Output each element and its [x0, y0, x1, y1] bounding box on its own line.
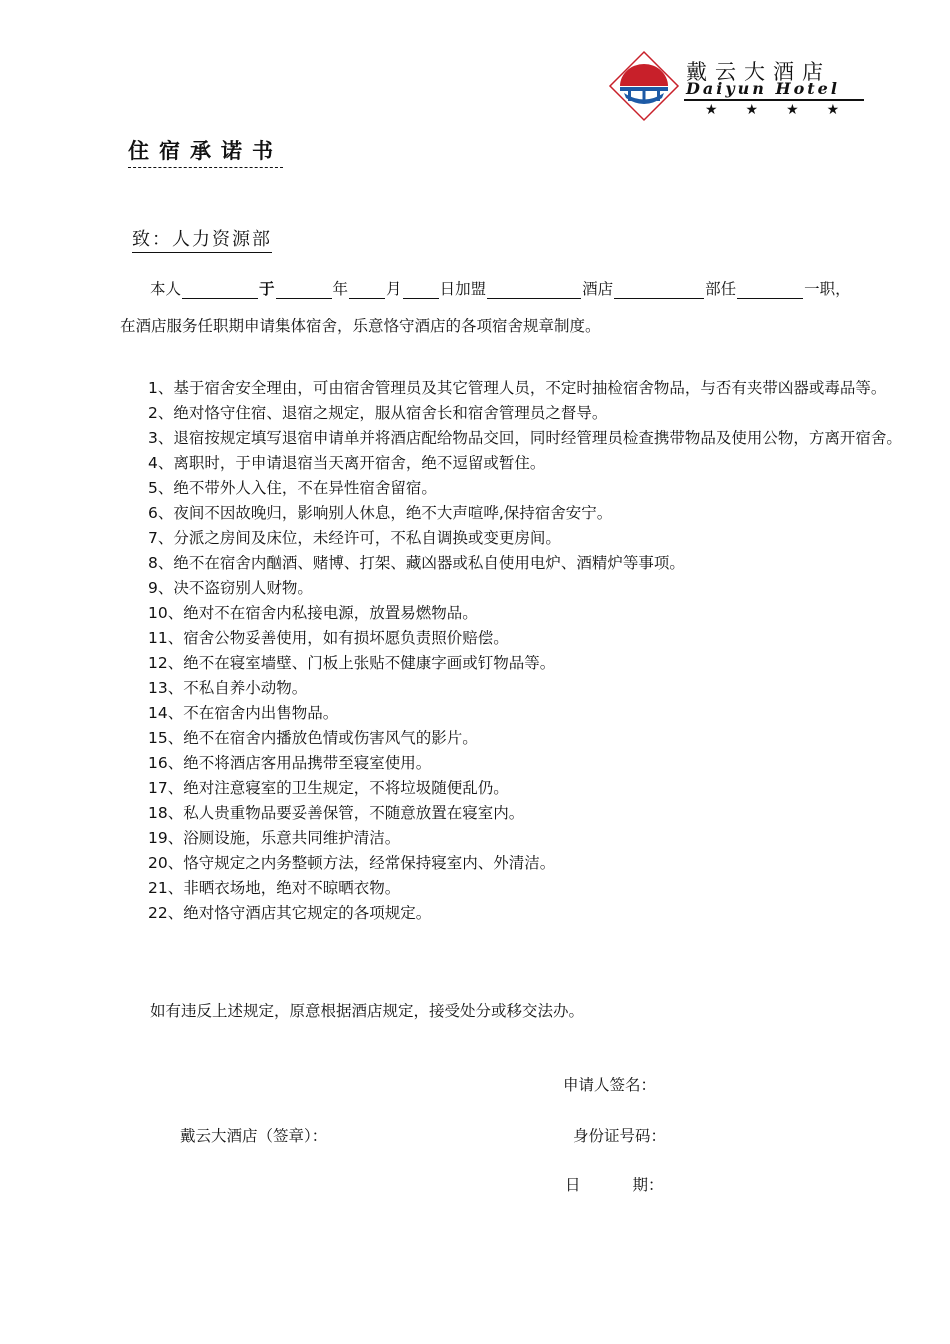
rule-text: 绝不在宿舍内播放色情或伤害风气的影片。	[183, 729, 478, 747]
rule-number: 11、	[148, 629, 184, 647]
rule-text: 基于宿舍安全理由，可由宿舍管理员及其它管理人员，不定时抽检宿舍物品，与否有夹带凶器或毒品等。	[173, 379, 887, 397]
intro-text: 在酒店服务任职期申请集体宿舍，乐意恪守酒店的各项宿舍规章制度。	[120, 317, 601, 335]
date-label-a: 日	[565, 1176, 581, 1194]
addressee: 致：人力资源部	[132, 225, 272, 253]
rule-text: 夜间不因故晚归，影响别人休息，绝不大声喧哗,保持宿舍安宁。	[173, 504, 613, 522]
rule-item	[148, 876, 908, 901]
rule-number: 20、	[148, 854, 184, 872]
rule-number: 10、	[148, 604, 184, 622]
fill-text-4: 月	[386, 280, 402, 298]
rule-item	[148, 776, 908, 801]
rule-item	[148, 676, 908, 701]
rule-item	[148, 826, 908, 851]
rule-number: 22、	[148, 904, 184, 922]
rule-text: 绝不将酒店客用品携带至寝室使用。	[183, 754, 432, 772]
rule-item	[148, 576, 908, 601]
rule-number: 3、	[148, 429, 174, 447]
document-title: 住宿承诺书	[128, 135, 283, 168]
rule-number: 9、	[148, 579, 174, 597]
rule-text: 绝对恪守住宿、退宿之规定，服从宿舍长和宿舍管理员之督导。	[173, 404, 608, 422]
rule-number: 17、	[148, 779, 184, 797]
rule-item	[148, 726, 908, 751]
rule-text: 绝对恪守酒店其它规定的各项规定。	[183, 904, 432, 922]
hotel-blank[interactable]	[487, 282, 581, 299]
rule-item	[148, 751, 908, 776]
rule-text: 宿舍公物妥善使用，如有损坏愿负责照价赔偿。	[183, 629, 509, 647]
fill-in-line	[150, 277, 851, 299]
rule-text: 分派之房间及床位，未经许可，不私自调换或变更房间。	[173, 529, 561, 547]
rule-text: 绝对注意寝室的卫生规定，不将垃圾随便乱仍。	[183, 779, 509, 797]
rule-item	[148, 451, 908, 476]
rule-number: 12、	[148, 654, 184, 672]
rule-item	[148, 601, 908, 626]
rule-item	[148, 526, 908, 551]
hotel-name-en: Daiyun Hotel	[686, 79, 840, 98]
rule-item	[148, 851, 908, 876]
month-blank[interactable]	[349, 282, 385, 299]
rule-number: 8、	[148, 554, 174, 572]
rule-item	[148, 701, 908, 726]
rule-number: 19、	[148, 829, 184, 847]
rule-item	[148, 801, 908, 826]
rule-number: 21、	[148, 879, 184, 897]
rule-text: 绝不带外人入住，不在异性宿舍留宿。	[173, 479, 437, 497]
rule-number: 16、	[148, 754, 184, 772]
rule-item	[148, 401, 908, 426]
rule-text: 绝不在寝室墙壁、门板上张贴不健康字画或钉物品等。	[183, 654, 556, 672]
rule-text: 决不盗窃别人财物。	[173, 579, 313, 597]
rule-item	[148, 901, 908, 926]
rule-item	[148, 551, 908, 576]
rule-text: 私人贵重物品要妥善保管，不随意放置在寝室内。	[183, 804, 525, 822]
rule-item	[148, 426, 908, 451]
rule-text: 不私自养小动物。	[183, 679, 308, 697]
rule-text: 离职时，于申请退宿当天离开宿舍，绝不逗留或暂住。	[173, 454, 546, 472]
rule-number: 7、	[148, 529, 174, 547]
department-blank[interactable]	[614, 282, 704, 299]
rule-number: 2、	[148, 404, 174, 422]
rule-text: 退宿按规定填写退宿申请单并将酒店配给物品交回，同时经管理员检查携带物品及使用公物，方离开宿舍。	[173, 429, 902, 447]
id-number-label: 身份证号码：	[573, 1127, 667, 1145]
fill-text-3: 年	[332, 280, 349, 298]
rule-number: 14、	[148, 704, 184, 722]
year-blank[interactable]	[276, 282, 332, 299]
hotel-name-cn: 戴云大酒店	[686, 60, 831, 84]
rule-text: 恪守规定之内务整顿方法，经常保持寝室内、外清洁。	[183, 854, 556, 872]
fill-text-8: 一职，	[804, 280, 851, 298]
rule-item	[148, 376, 908, 401]
rule-item	[148, 501, 908, 526]
logo-divider	[684, 99, 864, 101]
rule-text: 绝不在宿舍内酗酒、赌博、打架、藏凶器或私自使用电炉、酒精炉等事项。	[173, 554, 685, 572]
fill-text-6: 酒店	[582, 280, 614, 298]
rule-text: 不在宿舍内出售物品。	[183, 704, 339, 722]
rule-number: 4、	[148, 454, 174, 472]
fill-text-5: 日加盟	[439, 280, 487, 298]
rule-text: 浴厕设施，乐意共同维护清洁。	[183, 829, 401, 847]
hotel-seal-label: 戴云大酒店（签章）：	[180, 1127, 328, 1145]
date-label-b: 期：	[632, 1176, 664, 1194]
rule-number: 15、	[148, 729, 184, 747]
date-label	[565, 1173, 664, 1195]
rule-item	[148, 651, 908, 676]
position-blank[interactable]	[737, 282, 803, 299]
applicant-signature-label: 申请人签名：	[563, 1076, 657, 1094]
day-blank[interactable]	[403, 282, 439, 299]
rule-item	[148, 626, 908, 651]
rule-number: 1、	[148, 379, 174, 397]
rule-number: 6、	[148, 504, 174, 522]
rule-text: 非晒衣场地，绝对不晾晒衣物。	[183, 879, 401, 897]
hotel-stars: ★★★★	[705, 102, 868, 118]
rules-list	[148, 376, 908, 926]
rule-number: 18、	[148, 804, 184, 822]
fill-text-2: 于	[259, 280, 275, 298]
name-blank[interactable]	[182, 282, 258, 299]
rule-number: 13、	[148, 679, 184, 697]
fill-text-7: 部任	[705, 280, 737, 298]
closing-statement: 如有违反上述规定，原意根据酒店规定，接受处分或移交法办。	[150, 1002, 585, 1020]
rule-text: 绝对不在宿舍内私接电源，放置易燃物品。	[183, 604, 478, 622]
fill-text-1: 本人	[150, 280, 182, 298]
rule-item	[148, 476, 908, 501]
hotel-logo-icon	[608, 50, 680, 122]
rule-number: 5、	[148, 479, 174, 497]
